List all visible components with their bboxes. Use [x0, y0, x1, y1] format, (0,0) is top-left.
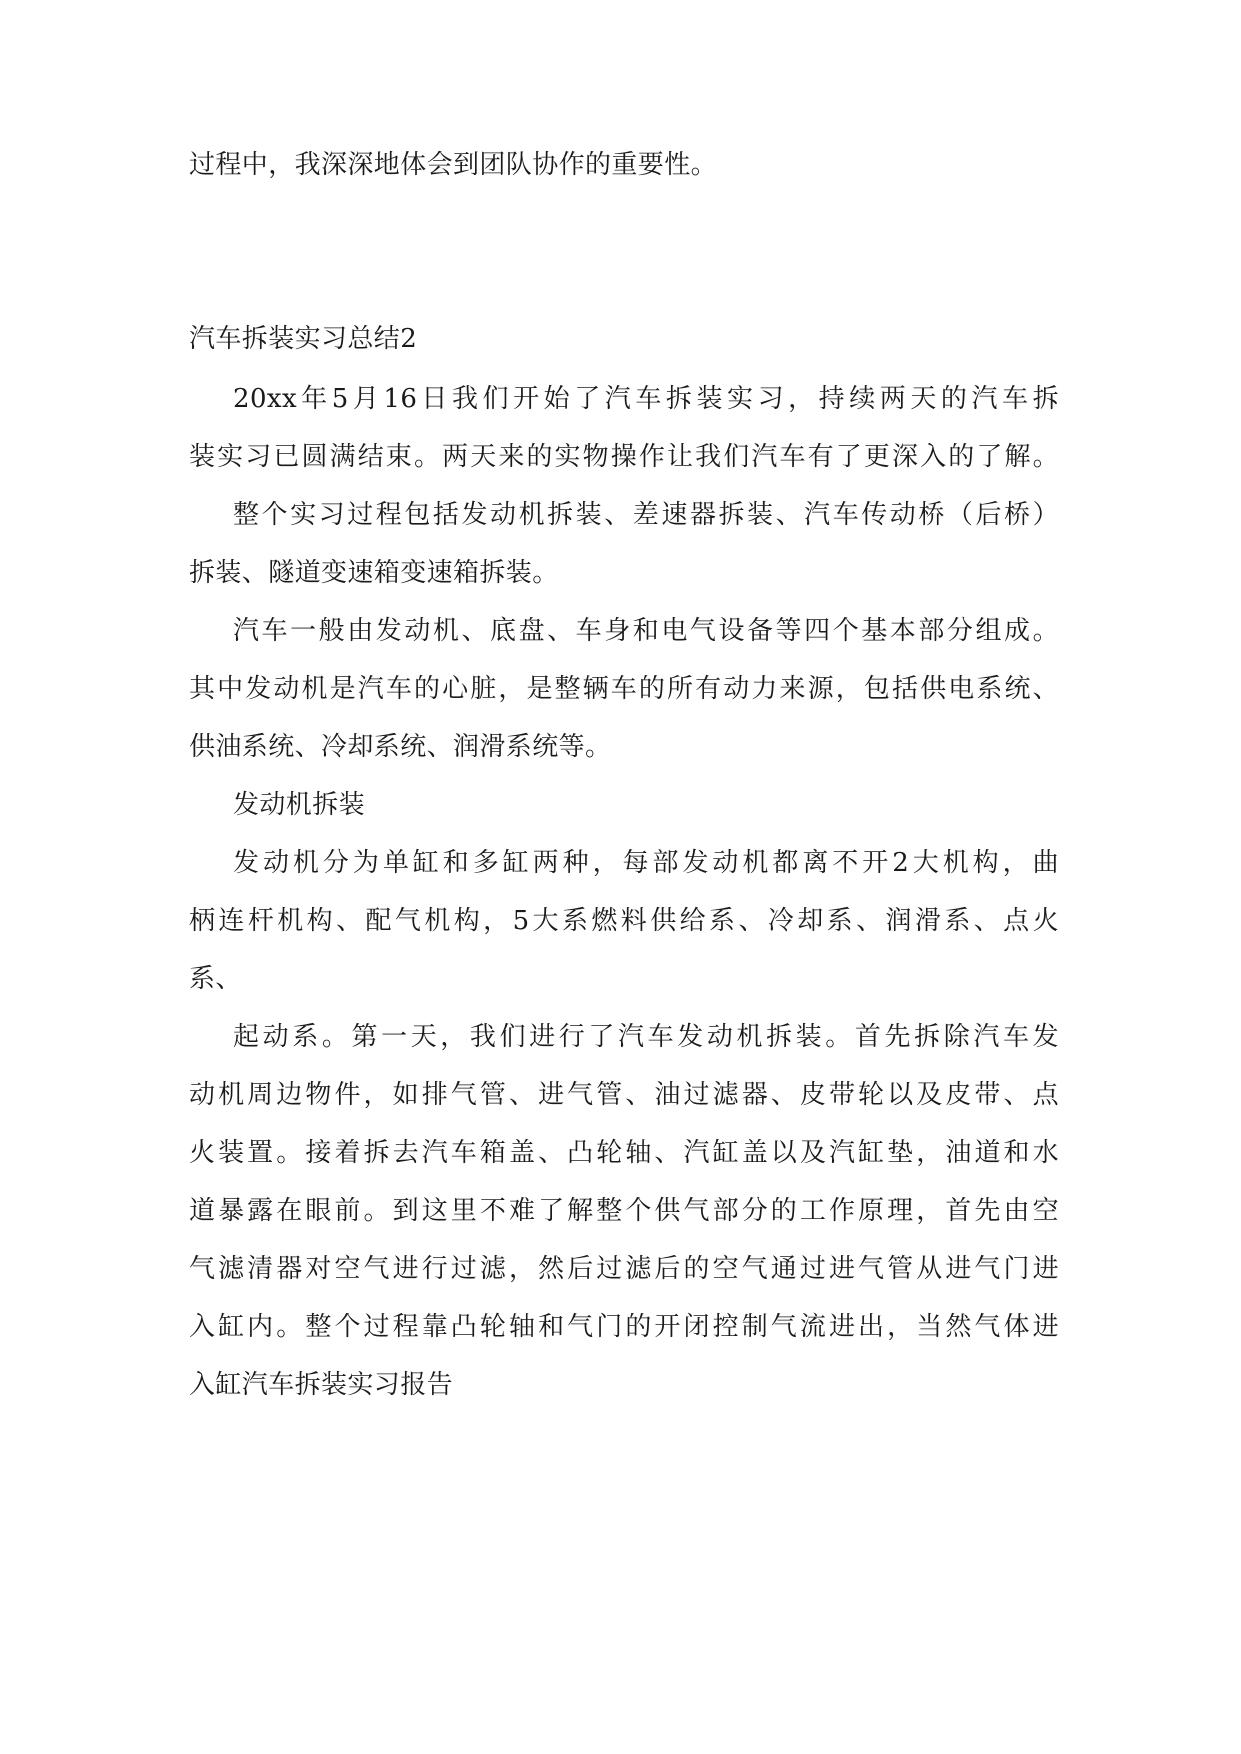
- text-line: 入缸汽车拆装实习报告: [189, 1370, 454, 1400]
- text-line: 整个实习过程包括发动机拆装、差速器拆装、汽车传动桥（后桥）: [233, 500, 1059, 530]
- text-line: 动机周边物件，如排气管、进气管、油过滤器、皮带轮以及皮带、点: [189, 1080, 1059, 1110]
- text-line: 20xx年5月16日我们开始了汽车拆装实习，持续两天的汽车拆: [233, 384, 1059, 414]
- text-line: 系、: [189, 964, 242, 994]
- text-line: 拆装、隧道变速箱变速箱拆装。: [189, 558, 559, 588]
- text-line: 其中发动机是汽车的心脏，是整辆车的所有动力来源，包括供电系统、: [189, 674, 1059, 704]
- text-line: 过程中，我深深地体会到团队协作的重要性。: [189, 150, 718, 180]
- text-line: 供油系统、冷却系统、润滑系统等。: [189, 732, 612, 762]
- text-line: 道暴露在眼前。到这里不难了解整个供气部分的工作原理，首先由空: [189, 1196, 1059, 1226]
- text-line: 起动系。第一天，我们进行了汽车发动机拆装。首先拆除汽车发: [233, 1022, 1059, 1052]
- text-line: 火装置。接着拆去汽车箱盖、凸轮轴、汽缸盖以及汽缸垫，油道和水: [189, 1138, 1059, 1168]
- text-line: 气滤清器对空气进行过滤，然后过滤后的空气通过进气管从进气门进: [189, 1254, 1059, 1284]
- text-line: 柄连杆机构、配气机构，5大系燃料供给系、冷却系、润滑系、点火: [189, 906, 1059, 936]
- text-line: 发动机分为单缸和多缸两种，每部发动机都离不开2大机构，曲: [233, 848, 1059, 878]
- section-title: 汽车拆装实习总结2: [189, 324, 418, 354]
- text-line: 装实习已圆满结束。两天来的实物操作让我们汽车有了更深入的了解。: [189, 442, 1059, 472]
- text-line: 入缸内。整个过程靠凸轮轴和气门的开闭控制气流进出，当然气体进: [189, 1312, 1059, 1342]
- subheading: 发动机拆装: [233, 790, 366, 820]
- text-line: 汽车一般由发动机、底盘、车身和电气设备等四个基本部分组成。: [233, 616, 1059, 646]
